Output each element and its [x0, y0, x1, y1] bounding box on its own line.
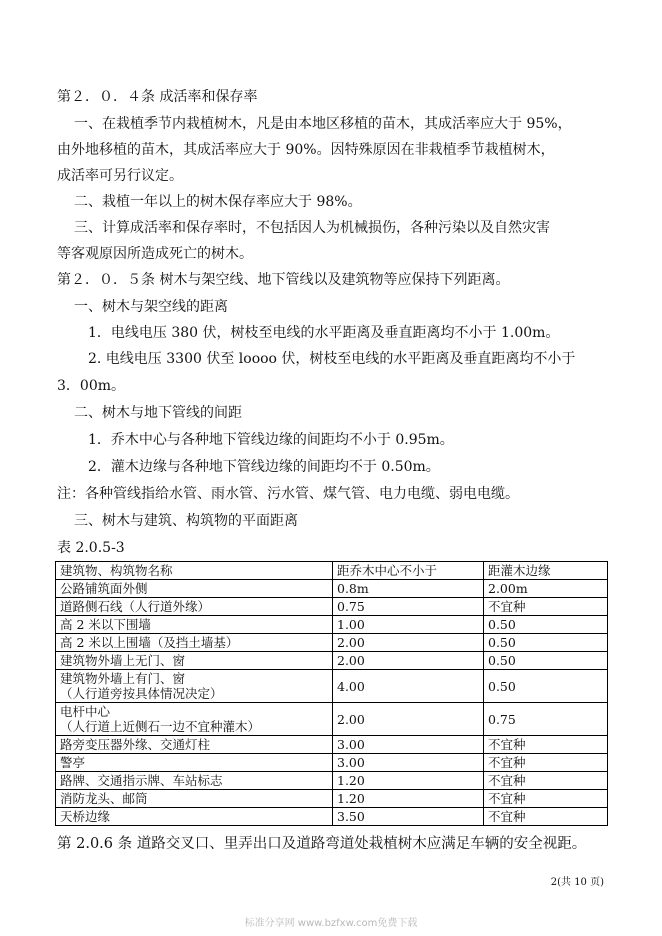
distance-table: [55, 561, 608, 826]
structure-name: 公路铺筑面外侧: [60, 581, 148, 596]
paragraph-1-line-3: 成活率可另行议定。: [57, 168, 183, 184]
structure-name: 消防龙头、邮筒: [60, 791, 148, 806]
structure-name-cell: [56, 670, 333, 703]
structure-name: 电杆中心: [60, 704, 111, 719]
structure-name-cell: [56, 616, 333, 634]
header-structure: 建筑物、构筑物名称: [56, 562, 333, 580]
shrub-distance-cell: 不宜种: [484, 790, 608, 808]
tree-distance-cell: 1.00: [333, 616, 484, 634]
structure-name-cell: [56, 703, 333, 736]
tree-distance-cell: 2.00: [333, 703, 484, 736]
structure-name-cell: [56, 652, 333, 670]
shrub-distance-cell: 不宜种: [484, 598, 608, 616]
table-row: [56, 670, 608, 703]
table-row: [56, 754, 608, 772]
item-3300v-line-1: 2. 电线电压 3300 伏至 loooo 伏，树枝至电线的水平距离及垂直距离均不小于: [88, 351, 576, 367]
paragraph-3-line-1: 三、计算成活率和保存率时，不包括因人为机械损伤，各种污染以及自然灾害: [74, 220, 550, 236]
structure-name-cell: [56, 634, 333, 652]
table-header-row: [56, 562, 608, 580]
structure-name-cell: [56, 808, 333, 826]
structure-name: 建筑物外墙上无门、窗: [60, 653, 186, 668]
structure-name: 天桥边缘: [60, 809, 111, 824]
table-row: [56, 580, 608, 598]
shrub-distance-cell: 2.00m: [484, 580, 608, 598]
tree-distance-cell: 2.00: [333, 652, 484, 670]
structure-name-cell: [56, 754, 333, 772]
table-row: [56, 772, 608, 790]
structure-name-cell: [56, 790, 333, 808]
shrub-distance-cell: 不宜种: [484, 754, 608, 772]
header-tree-distance: 距乔木中心不小于: [333, 562, 484, 580]
item-tree-center: 1．乔木中心与各种地下管线边缘的间距均不小于 0.95m。: [88, 432, 454, 448]
tree-distance-cell: 4.00: [333, 670, 484, 703]
shrub-distance-cell: 0.50: [484, 670, 608, 703]
paragraph-1-line-1: 一、在栽植季节内栽植树木，凡是由本地区移植的苗木，其成活率应大于 95%，: [74, 116, 572, 132]
structure-name: 高 2 米以下围墙: [60, 617, 151, 632]
structure-name: 警亭: [60, 755, 86, 770]
structure-name-note: （人行道上近侧石一边不宜种灌木）: [60, 719, 261, 734]
table-row: [56, 736, 608, 754]
subsection-underground-pipes: 二、树木与地下管线的间距: [74, 405, 242, 421]
tree-distance-cell: 3.00: [333, 754, 484, 772]
item-3300v-line-2: 3．00m。: [57, 378, 125, 394]
structure-name: 路牌、交通指示牌、车站标志: [60, 773, 223, 788]
subsection-overhead-lines: 一、树木与架空线的距离: [74, 299, 228, 315]
structure-name-note: （人行道旁按具体情况决定）: [60, 686, 223, 701]
structure-name: 高 2 米以上围墙（及挡土墙基）: [60, 635, 239, 650]
paragraph-2: 二、栽植一年以上的树木保存率应大于 98%。: [74, 194, 362, 210]
shrub-distance-cell: 0.50: [484, 616, 608, 634]
structure-name-cell: [56, 598, 333, 616]
tree-distance-cell: 3.50: [333, 808, 484, 826]
structure-name-cell: [56, 736, 333, 754]
header-shrub-distance: 距灌木边缘: [484, 562, 608, 580]
item-380v: 1．电线电压 380 伏，树枝至电线的水平距离及垂直距离均不小于 1.00m。: [88, 325, 560, 341]
table-row: [56, 598, 608, 616]
structure-name-cell: [56, 580, 333, 598]
paragraph-3-line-2: 等客观原因所造成死亡的树木。: [57, 246, 253, 262]
section-2-0-6: 第 2.0.6 条 道路交叉口、里弄出口及道路弯道处栽植树木应满足车辆的安全视距。: [57, 836, 587, 852]
table-row: [56, 616, 608, 634]
shrub-distance-cell: 不宜种: [484, 808, 608, 826]
tree-distance-cell: 0.8m: [333, 580, 484, 598]
item-shrub-edge: 2．灌木边缘与各种地下管线边缘的间距均不于 0.50m。: [88, 459, 440, 475]
table-caption: 表 2.0.5-3: [57, 540, 125, 556]
tree-distance-cell: 2.00: [333, 634, 484, 652]
structure-name: 路旁变压器外缘、交通灯柱: [60, 737, 211, 752]
structure-name: 道路侧石线（人行道外缘）: [60, 599, 211, 614]
table-row: [56, 808, 608, 826]
section-2-0-5-title: 第２．０．５条 树木与架空线、地下管线以及建筑物等应保持下列距离。: [57, 272, 510, 288]
section-2-0-4-title: 第２．０．４条 成活率和保存率: [57, 89, 258, 105]
note: 注：各种管线指给水管、雨水管、污水管、煤气管、电力电缆、弱电电缆。: [57, 486, 519, 502]
subsection-buildings: 三、树木与建筑、构筑物的平面距离: [74, 513, 298, 529]
table-row: [56, 652, 608, 670]
page-number: 2(共 10 页): [550, 877, 604, 888]
shrub-distance-cell: 0.75: [484, 703, 608, 736]
tree-distance-cell: 0.75: [333, 598, 484, 616]
tree-distance-cell: 1.20: [333, 772, 484, 790]
table-row: [56, 790, 608, 808]
shrub-distance-cell: 0.50: [484, 634, 608, 652]
table-row: [56, 703, 608, 736]
tree-distance-cell: 1.20: [333, 790, 484, 808]
shrub-distance-cell: 0.50: [484, 652, 608, 670]
tree-distance-cell: 3.00: [333, 736, 484, 754]
watermark: 标准分享网 www.bzfxw.com免费下载: [244, 918, 418, 929]
table-row: [56, 634, 608, 652]
structure-name-cell: [56, 772, 333, 790]
structure-name: 建筑物外墙上有门、窗: [60, 671, 186, 686]
paragraph-1-line-2: 由外地移植的苗木，其成活率应大于 90%。因特殊原因在非栽植季节栽植树木，: [57, 142, 555, 158]
shrub-distance-cell: 不宜种: [484, 772, 608, 790]
shrub-distance-cell: 不宜种: [484, 736, 608, 754]
